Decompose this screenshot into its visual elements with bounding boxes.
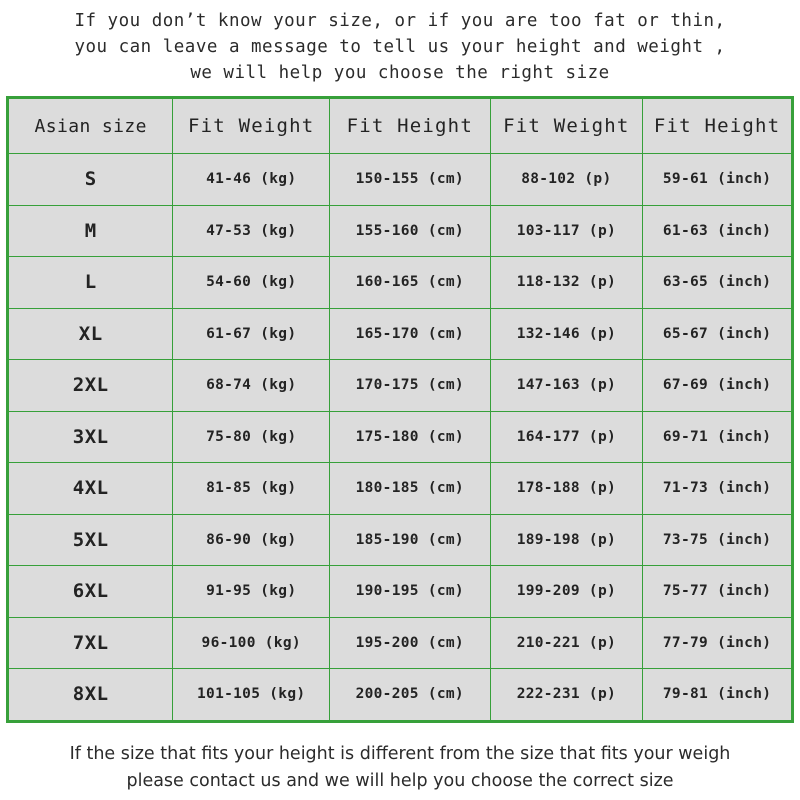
cell-size: 4XL [9, 463, 173, 515]
cell-fit-height-inch: 67-69 (inch) [643, 360, 792, 412]
cell-fit-height-inch: 77-79 (inch) [643, 617, 792, 669]
cell-fit-weight-kg: 75-80 (kg) [173, 411, 330, 463]
cell-fit-height-inch: 63-65 (inch) [643, 257, 792, 309]
bottom-instruction-note [0, 723, 800, 795]
table-row [9, 411, 792, 463]
cell-fit-height-inch: 71-73 (inch) [643, 463, 792, 515]
size-table-body [9, 154, 792, 721]
cell-fit-weight-kg: 47-53 (kg) [173, 205, 330, 257]
cell-fit-height-cm: 160-165 (cm) [330, 257, 491, 309]
size-table-header [9, 99, 792, 154]
cell-fit-weight-kg: 101-105 (kg) [173, 669, 330, 721]
cell-fit-weight-kg: 68-74 (kg) [173, 360, 330, 412]
cell-size: S [9, 154, 173, 206]
cell-fit-weight-p: 178-188 (p) [490, 463, 643, 515]
cell-size: 8XL [9, 669, 173, 721]
table-header-row [9, 99, 792, 154]
cell-fit-weight-p: 88-102 (p) [490, 154, 643, 206]
column-header-fit-weight-kg: Fit Weight [173, 99, 330, 154]
table-row [9, 154, 792, 206]
cell-fit-height-cm: 190-195 (cm) [330, 566, 491, 618]
table-row [9, 566, 792, 618]
cell-fit-height-inch: 69-71 (inch) [643, 411, 792, 463]
cell-fit-weight-kg: 86-90 (kg) [173, 514, 330, 566]
top-instruction-note [0, 0, 800, 96]
cell-fit-height-cm: 170-175 (cm) [330, 360, 491, 412]
cell-fit-weight-p: 199-209 (p) [490, 566, 643, 618]
cell-fit-height-cm: 185-190 (cm) [330, 514, 491, 566]
cell-fit-height-inch: 59-61 (inch) [643, 154, 792, 206]
cell-size: 5XL [9, 514, 173, 566]
cell-fit-height-cm: 150-155 (cm) [330, 154, 491, 206]
cell-size: 7XL [9, 617, 173, 669]
cell-fit-weight-p: 189-198 (p) [490, 514, 643, 566]
cell-fit-height-cm: 155-160 (cm) [330, 205, 491, 257]
cell-fit-height-cm: 180-185 (cm) [330, 463, 491, 515]
cell-fit-weight-p: 210-221 (p) [490, 617, 643, 669]
cell-fit-weight-p: 164-177 (p) [490, 411, 643, 463]
cell-size: 2XL [9, 360, 173, 412]
top-note-line-1: If you don’t know your size, or if you are too fat or thin, [74, 11, 726, 31]
cell-fit-weight-kg: 91-95 (kg) [173, 566, 330, 618]
cell-fit-weight-p: 118-132 (p) [490, 257, 643, 309]
table-row [9, 463, 792, 515]
cell-size: 3XL [9, 411, 173, 463]
cell-fit-weight-p: 222-231 (p) [490, 669, 643, 721]
cell-size: XL [9, 308, 173, 360]
cell-fit-height-inch: 73-75 (inch) [643, 514, 792, 566]
cell-size: 6XL [9, 566, 173, 618]
cell-fit-height-cm: 175-180 (cm) [330, 411, 491, 463]
cell-fit-height-inch: 79-81 (inch) [643, 669, 792, 721]
cell-size: L [9, 257, 173, 309]
column-header-asian-size: Asian size [9, 99, 173, 154]
size-table-container [6, 96, 794, 723]
cell-fit-weight-kg: 41-46 (kg) [173, 154, 330, 206]
cell-fit-weight-kg: 54-60 (kg) [173, 257, 330, 309]
cell-fit-weight-kg: 96-100 (kg) [173, 617, 330, 669]
table-row [9, 257, 792, 309]
cell-size: M [9, 205, 173, 257]
table-row [9, 308, 792, 360]
cell-fit-height-cm: 195-200 (cm) [330, 617, 491, 669]
top-note-line-2: you can leave a message to tell us your height and weight , [74, 37, 726, 57]
table-row [9, 360, 792, 412]
cell-fit-height-cm: 165-170 (cm) [330, 308, 491, 360]
table-row [9, 617, 792, 669]
column-header-fit-height-cm: Fit Height [330, 99, 491, 154]
cell-fit-weight-kg: 81-85 (kg) [173, 463, 330, 515]
cell-fit-height-inch: 61-63 (inch) [643, 205, 792, 257]
size-table [8, 98, 792, 721]
table-row [9, 514, 792, 566]
cell-fit-weight-kg: 61-67 (kg) [173, 308, 330, 360]
column-header-fit-weight-p: Fit Weight [490, 99, 643, 154]
cell-fit-weight-p: 132-146 (p) [490, 308, 643, 360]
bottom-note-line-2: please contact us and we will help you choose the correct size [126, 770, 674, 791]
cell-fit-weight-p: 103-117 (p) [490, 205, 643, 257]
column-header-fit-height-inch: Fit Height [643, 99, 792, 154]
cell-fit-height-inch: 65-67 (inch) [643, 308, 792, 360]
cell-fit-height-inch: 75-77 (inch) [643, 566, 792, 618]
cell-fit-height-cm: 200-205 (cm) [330, 669, 491, 721]
cell-fit-weight-p: 147-163 (p) [490, 360, 643, 412]
bottom-note-line-1: If the size that fits your height is different from the size that fits your weigh [69, 743, 731, 764]
table-row [9, 205, 792, 257]
top-note-line-3: we will help you choose the right size [190, 63, 610, 83]
table-row [9, 669, 792, 721]
